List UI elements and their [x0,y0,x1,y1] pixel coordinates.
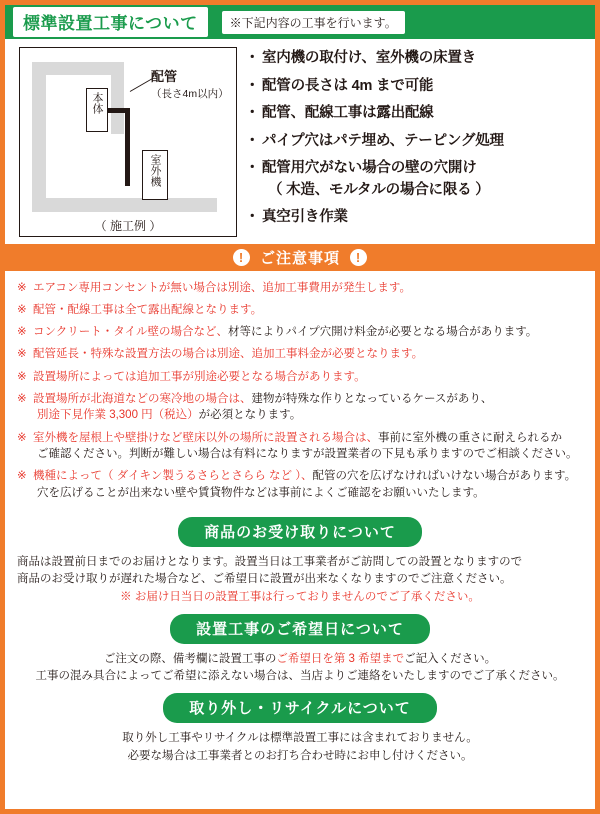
note-item [17,369,583,385]
section-line-part-highlight: ご希望日を第 3 希望まで [276,652,405,665]
note-text: 配管延長・特殊な設置方法の場合は別途、追加工事料金が必要となります。 [33,348,424,361]
note-item [17,430,583,463]
exclamation-icon: ! [350,249,367,266]
note-item [17,280,583,296]
diagram-container [5,47,241,238]
note-text-red: 機種によって（ ダイキン製うるさらとさらら など ）、 [33,470,313,483]
section-line: 必要な場合は工事業者とのお打ち合わせ時にお申し付けください。 [127,749,473,762]
diagram-piping-note: （長さ4m以内） [151,88,229,100]
work-item-text: 真空引き作業 [262,209,348,225]
note-text-black: 材等によりパイプ穴開け料金が必要となる場合があります。 [228,326,538,339]
overview-section [5,39,595,244]
note-text: エアコン専用コンセントが無い場合は別途、追加工事費用が発生します。 [33,281,412,294]
diagram-outdoor-unit-label: 室外機 [149,154,162,187]
list-item [247,161,587,197]
list-item [247,79,587,94]
note-text-red: コンクリート・タイル壁の場合など、 [33,326,229,339]
note-item [17,324,583,340]
diagram-outdoor-unit [142,150,168,200]
diagram-caption: （ 施工例 ） [94,219,162,233]
note-line2: ご確認ください。判断が難しい場合は有料になりますが設置業者の下見も承りますのでご相談ください。 [37,448,578,461]
section-body-delivery [5,547,595,608]
caution-bar-label: ご注意事項 [259,249,340,267]
section-line-part: ご注文の際、備考欄に設置工事の [103,652,277,665]
note-text-black: 配管の穴を広げなければいけない場合があります。 [312,470,577,483]
note-item [17,302,583,318]
page-subtitle: ※下記内容の工事を行います。 [222,11,405,34]
section-line-warning: ※ お届け日当日の設置工事は行っておりませんのでご了承ください。 [120,590,480,603]
work-items-list [241,47,595,238]
page-header [5,5,595,39]
work-item-text: 室内機の取付け、室外機の床置き [262,50,476,66]
list-item [247,134,587,149]
diagram-pipe-vertical [125,108,130,186]
note-text-red: 室外機を屋根上や壁掛けなど壁床以外の場所に設置される場合は、 [33,431,378,444]
note-text-red: 別途下見作業 3,300 円（税込） [37,409,199,422]
note-text: 配管・配線工事は全て露出配線となります。 [33,303,263,316]
diagram-floor [32,198,217,212]
note-text-black: が必須となります。 [198,409,302,422]
work-item-subtext: （ 木造、モルタルの場合に限る ） [268,181,490,198]
section-line: 取り外し工事やリサイクルは標準設置工事には含まれておりません。 [122,732,478,745]
note-item [17,391,583,424]
exclamation-icon: ! [233,249,250,266]
caution-notes [5,271,595,512]
section-line: 工事の混み具合によってご希望に添えない場合は、当店よりご連絡をいたしますのでご了承ください。 [35,670,565,683]
section-heading-delivery: 商品のお受け取りについて [178,517,422,547]
note-line2: 穴を広げることが出来ない壁や賃貸物件などは事前によくご確認をお願いいたします。 [37,486,485,499]
section-line [17,651,583,668]
diagram-indoor-unit-label: 本体 [91,92,104,114]
work-item-text: 配管用穴がない場合の壁の穴開け [262,160,477,176]
note-text-red: 設置場所が北海道などの寒冷地の場合は、 [33,393,252,406]
section-line-part: ご記入ください。 [404,652,497,665]
list-item [247,51,587,66]
diagram-leader-line [130,78,153,92]
installation-diagram [19,47,237,237]
work-item-text: 配管の長さは 4m まで可能 [262,77,434,94]
note-item [17,468,583,501]
note-text-black: 建物が特殊な作りとなっているケースがあり、 [251,393,493,406]
work-item-text: 配管、配線工事は露出配線 [262,105,434,121]
list-item [247,106,587,121]
section-heading-recycle: 取り外し・リサイクルについて [163,693,437,723]
list-item [247,210,587,225]
section-body-schedule [5,644,595,688]
diagram-indoor-unit [86,88,108,132]
note-item [17,346,583,362]
work-item-text: パイプ穴はパテ埋め、テーピング処理 [262,132,504,149]
note-line2 [33,407,583,423]
diagram-wall-left [32,62,46,212]
section-line: 商品は設置前日までのお届けとなります。設置当日は工事業者がご訪問しての設置となりますので [17,556,523,569]
caution-bar [5,244,595,271]
note-text: 設置場所によっては追加工事が別途必要となる場合があります。 [33,370,366,383]
page-title: 標準設置工事について [13,7,208,37]
note-text-black: 事前に室外機の重さに耐えられるか [378,431,562,444]
diagram-piping-label: 配管 [151,69,178,84]
section-heading-schedule: 設置工事のご希望日について [170,614,430,644]
diagram-wall-partition [111,62,124,134]
section-line: 商品のお受け取りが遅れた場合など、ご希望日に設置が出来なくなりますのでご注意ください。 [17,573,512,586]
section-body-recycle [5,723,595,767]
